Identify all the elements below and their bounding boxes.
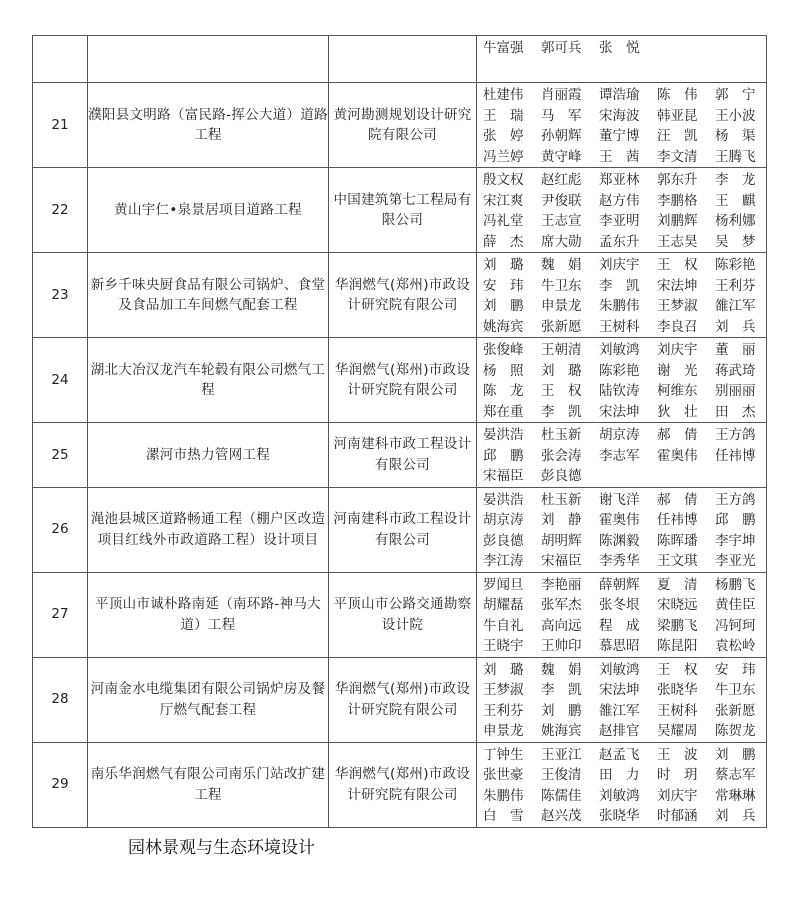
member-name: 黄佳臣 [715, 597, 756, 613]
member-name: 王梦淑 [483, 682, 524, 698]
member-name: 刘 兵 [715, 318, 756, 335]
member-name: 白 雪 [483, 808, 524, 824]
member-name: 胡京涛 [483, 512, 524, 528]
project-name: 新乡千味央厨食品有限公司锅炉、食堂及食品加工车间燃气配套工程 [88, 253, 329, 338]
project-name: 黄山宇仁•泉景居项目道路工程 [88, 168, 329, 253]
member-line [483, 595, 766, 616]
member-name: 宋法坤 [599, 682, 640, 698]
member-name: 吴 梦 [715, 233, 756, 250]
member-name: 刘 鹏 [715, 746, 756, 763]
member-line [483, 551, 766, 572]
member-name: 李鹏格 [657, 192, 698, 209]
member-name: 安 玮 [483, 277, 524, 294]
member-name: 蔡志军 [715, 767, 756, 783]
project-name: 南乐华润燃气有限公司南乐门站改扩建工程 [88, 742, 329, 827]
member-name: 任祎博 [715, 447, 756, 464]
member-list [477, 657, 767, 742]
table-row [33, 338, 767, 423]
member-name: 王树科 [657, 702, 698, 719]
member-name: 刘 静 [541, 512, 582, 528]
member-name: 王晓宇 [483, 638, 524, 654]
member-line [483, 276, 766, 297]
member-name: 程 成 [599, 617, 640, 634]
member-name: 晏洪浩 [483, 491, 524, 508]
member-line [483, 531, 766, 552]
member-name: 时郁涵 [657, 808, 698, 824]
member-name: 刘敏鸿 [599, 661, 640, 678]
member-name: 朱鹏伟 [483, 787, 524, 804]
table-row [33, 572, 767, 657]
member-line [483, 680, 766, 701]
member-name: 郭东升 [657, 172, 698, 188]
member-name: 霍奥伟 [657, 447, 698, 464]
member-name: 陈儒佳 [541, 787, 582, 804]
member-line [483, 466, 766, 487]
member-list [477, 83, 767, 168]
member-name: 牛卫东 [715, 682, 756, 698]
member-name: 陈 龙 [483, 383, 524, 399]
member-name: 王方鸽 [715, 491, 756, 508]
member-name: 王文琪 [657, 553, 698, 569]
row-number: 22 [33, 168, 88, 253]
member-line [483, 317, 766, 338]
member-line [483, 575, 766, 596]
member-name: 李江涛 [483, 553, 524, 569]
member-line [483, 446, 766, 467]
member-name: 胡明辉 [541, 532, 582, 549]
member-name: 刘敏鸿 [599, 342, 640, 358]
member-name: 马 军 [541, 107, 582, 124]
project-name: 河南金水电缆集团有限公司锅炉房及餐厅燃气配套工程 [88, 657, 329, 742]
member-name: 刘 兵 [715, 808, 756, 824]
member-name: 宋法坤 [599, 403, 640, 420]
member-name: 王 瑞 [483, 107, 524, 124]
member-line [483, 786, 766, 807]
member-name: 肖丽霞 [541, 87, 582, 103]
member-name: 宋法坤 [657, 277, 698, 294]
member-name: 刘庆宇 [657, 787, 698, 804]
member-name: 彭良德 [541, 468, 582, 484]
member-name: 李亚光 [715, 553, 756, 569]
design-organization: 河南建科市政工程设计有限公司 [329, 423, 477, 488]
member-name: 冯钶珂 [715, 617, 756, 634]
member-name: 王 麒 [715, 192, 756, 209]
member-name: 赵排官 [599, 723, 640, 739]
member-name: 张会涛 [541, 447, 582, 464]
member-name: 宋福臣 [541, 553, 582, 569]
section-title: 园林景观与生态环境设计 [128, 838, 315, 858]
member-name: 夏 清 [657, 576, 698, 593]
member-name: 时 玥 [657, 767, 698, 783]
member-name: 李 凯 [599, 277, 640, 294]
member-name: 宋江爽 [483, 192, 524, 209]
member-name: 刘敏鸿 [599, 787, 640, 804]
member-line [483, 636, 766, 657]
member-line [483, 765, 766, 786]
member-name: 张 婷 [483, 128, 524, 144]
member-name: 赵方伟 [599, 192, 640, 209]
table-row [33, 487, 767, 572]
member-line [483, 490, 766, 511]
member-name: 杜建伟 [483, 87, 524, 103]
member-name: 宋晓远 [657, 597, 698, 613]
member-name: 霍奥伟 [599, 512, 640, 528]
member-line [483, 510, 766, 531]
member-name: 李宇坤 [715, 532, 756, 549]
member-name: 陈昆阳 [657, 638, 698, 654]
member-name: 郝 倩 [657, 427, 698, 443]
member-name: 刘 璐 [483, 257, 524, 273]
member-name: 吴耀周 [657, 723, 698, 739]
member-name: 尹俊联 [541, 192, 582, 209]
table-row [33, 253, 767, 338]
design-organization [329, 36, 477, 83]
member-name: 王方鸽 [715, 427, 756, 443]
row-number: 23 [33, 253, 88, 338]
member-name: 王小波 [715, 107, 756, 124]
member-name: 刘 鹏 [483, 298, 524, 314]
member-name: 陈 伟 [657, 87, 698, 103]
member-name: 王利芬 [483, 702, 524, 719]
design-organization: 平顶山市公路交通勘察设计院 [329, 572, 477, 657]
member-name: 杜玉新 [541, 427, 582, 443]
member-name: 陈晖璠 [657, 532, 698, 549]
member-list [477, 253, 767, 338]
member-name: 牛卫东 [541, 277, 582, 294]
member-name: 郭可兵 [541, 40, 582, 56]
row-number: 29 [33, 742, 88, 827]
member-list [477, 572, 767, 657]
member-name: 李秀华 [599, 553, 640, 569]
member-name: 王朝清 [541, 342, 582, 358]
member-name: 郭 宁 [715, 87, 756, 103]
member-name: 梁鹏飞 [657, 617, 698, 634]
member-name: 魏 娟 [541, 257, 582, 273]
row-number: 21 [33, 83, 88, 168]
member-name: 张晓华 [657, 682, 698, 698]
member-name: 李 凯 [541, 403, 582, 420]
member-name: 谢飞洋 [599, 491, 640, 508]
table-row [33, 83, 767, 168]
member-name: 王梦淑 [657, 298, 698, 314]
member-name: 罗闻旦 [483, 576, 524, 593]
member-name: 田 杰 [715, 403, 756, 420]
member-name: 刘庆宇 [599, 257, 640, 273]
member-name: 王腾飞 [715, 148, 756, 165]
member-line [483, 425, 766, 446]
member-line [483, 147, 766, 168]
member-name: 刘庆宇 [657, 342, 698, 358]
member-name: 王 权 [657, 257, 698, 273]
member-name: 冯礼堂 [483, 213, 524, 229]
member-name: 张俊峰 [483, 342, 524, 358]
member-name: 蒋武琦 [715, 362, 756, 379]
member-name: 王 权 [541, 383, 582, 399]
member-line [483, 38, 766, 59]
member-name: 陈贺龙 [715, 723, 756, 739]
member-line [483, 361, 766, 382]
design-organization: 华润燃气(郑州)市政设计研究院有限公司 [329, 253, 477, 338]
member-name: 李艳丽 [541, 576, 582, 593]
project-name: 平顶山市诚朴路南延（南环路-神马大道）工程 [88, 572, 329, 657]
member-name: 赵孟飞 [599, 746, 640, 763]
member-name: 常琳琳 [715, 787, 756, 804]
member-list [477, 742, 767, 827]
member-line [483, 126, 766, 147]
project-name: 渑池县城区道路畅通工程（棚户区改造项目红线外市政道路工程）设计项目 [88, 487, 329, 572]
member-name: 薛朝辉 [599, 576, 640, 593]
member-name: 刘 璐 [483, 661, 524, 678]
member-name: 晏洪浩 [483, 427, 524, 443]
member-name: 杨利娜 [715, 213, 756, 229]
member-name: 安 玮 [715, 661, 756, 678]
table-row [33, 742, 767, 827]
member-name: 彭良德 [483, 532, 524, 549]
member-name: 王 波 [657, 746, 698, 763]
member-name: 胡京涛 [599, 427, 640, 443]
member-name: 汪 凯 [657, 128, 698, 144]
row-number: 26 [33, 487, 88, 572]
member-name: 李文清 [657, 148, 698, 165]
member-name: 李志军 [599, 447, 640, 464]
member-name: 薛 杰 [483, 233, 524, 250]
member-line [483, 721, 766, 742]
member-name: 孙朝辉 [541, 128, 582, 144]
member-name: 郝 倩 [657, 491, 698, 508]
member-name: 李 龙 [715, 172, 756, 188]
member-name: 冯兰婷 [483, 148, 524, 165]
member-list [477, 168, 767, 253]
member-name: 孟东升 [599, 233, 640, 250]
member-name: 姚海宾 [483, 318, 524, 335]
member-name: 宋福臣 [483, 468, 524, 484]
member-list [477, 423, 767, 488]
member-name: 赵红彪 [541, 172, 582, 188]
member-name: 席大勋 [541, 233, 582, 250]
member-line [483, 211, 766, 232]
member-name: 李 凯 [541, 682, 582, 698]
member-name: 柯维东 [657, 383, 698, 399]
member-name: 杨 渠 [715, 128, 756, 144]
member-name: 刘 鹏 [541, 702, 582, 719]
member-name: 姚海宾 [541, 723, 582, 739]
member-name: 任祎博 [657, 512, 698, 528]
member-line [483, 296, 766, 317]
member-line [483, 660, 766, 681]
table-row [33, 657, 767, 742]
member-name: 张 悦 [599, 40, 640, 56]
member-name: 牛自礼 [483, 617, 524, 634]
member-name: 王亚江 [541, 746, 582, 763]
member-name: 王利芬 [715, 277, 756, 294]
member-name: 陈彩艳 [715, 257, 756, 273]
table-row [33, 423, 767, 488]
row-number [33, 36, 88, 83]
row-number: 28 [33, 657, 88, 742]
member-name: 邱 鹏 [715, 512, 756, 528]
member-name: 慕思昭 [599, 638, 640, 654]
member-name: 田 力 [599, 767, 640, 783]
design-organization: 华润燃气(郑州)市政设计研究院有限公司 [329, 338, 477, 423]
member-name: 黄守峰 [541, 148, 582, 165]
member-name: 杨鹏飞 [715, 576, 756, 593]
member-line [483, 381, 766, 402]
member-name: 魏 娟 [541, 661, 582, 678]
member-name: 袁松岭 [715, 638, 756, 654]
member-name: 朱鹏伟 [599, 298, 640, 314]
table-row [33, 168, 767, 253]
member-line [483, 85, 766, 106]
member-name: 陈渊毅 [599, 532, 640, 549]
member-name: 别丽丽 [715, 383, 756, 399]
member-name: 韩亚昆 [657, 107, 698, 124]
member-name: 陈彩艳 [599, 362, 640, 379]
member-line [483, 340, 766, 361]
project-name [88, 36, 329, 83]
row-number: 24 [33, 338, 88, 423]
member-name: 杨 照 [483, 362, 524, 379]
design-organization: 中国建筑第七工程局有限公司 [329, 168, 477, 253]
member-name: 王树科 [599, 318, 640, 335]
member-list [477, 36, 767, 83]
member-name: 申景龙 [483, 723, 524, 739]
member-name: 牛富强 [483, 40, 524, 56]
member-line [483, 191, 766, 212]
member-name: 赵兴茂 [541, 808, 582, 824]
member-name: 刘鹏辉 [657, 213, 698, 229]
member-name: 雒江军 [715, 298, 756, 314]
project-name: 漯河市热力管网工程 [88, 423, 329, 488]
member-name: 张新愿 [541, 318, 582, 335]
member-name: 殷文权 [483, 172, 524, 188]
member-name: 宋海波 [599, 107, 640, 124]
member-name: 王 茜 [599, 148, 640, 165]
member-line [483, 701, 766, 722]
award-table [32, 35, 767, 828]
member-line [483, 806, 766, 827]
member-name: 王 权 [657, 661, 698, 678]
member-name: 李良召 [657, 318, 698, 335]
member-name: 刘 璐 [541, 362, 582, 379]
member-name: 王志昊 [657, 233, 698, 250]
member-line [483, 402, 766, 423]
member-name: 邱 鹏 [483, 447, 524, 464]
member-name: 谭浩瑜 [599, 87, 640, 103]
member-name: 董宁博 [599, 128, 640, 144]
member-name: 杜玉新 [541, 491, 582, 508]
member-name: 狄 壮 [657, 403, 698, 420]
design-organization: 华润燃气(郑州)市政设计研究院有限公司 [329, 742, 477, 827]
member-name: 张冬垠 [599, 597, 640, 613]
member-name: 高向远 [541, 617, 582, 634]
table-row [33, 36, 767, 83]
member-name: 谢 光 [657, 362, 698, 379]
member-name: 张晓华 [599, 808, 640, 824]
member-line [483, 170, 766, 191]
member-name: 张新愿 [715, 702, 756, 719]
member-name: 王志宣 [541, 213, 582, 229]
design-organization: 河南建科市政工程设计有限公司 [329, 487, 477, 572]
member-list [477, 338, 767, 423]
row-number: 25 [33, 423, 88, 488]
design-organization: 黄河勘测规划设计研究院有限公司 [329, 83, 477, 168]
member-name: 郑亚林 [599, 172, 640, 188]
member-name: 郑在重 [483, 403, 524, 420]
member-name: 丁钟生 [483, 746, 524, 763]
member-name: 张军杰 [541, 597, 582, 613]
member-name: 申景龙 [541, 298, 582, 314]
member-name: 雒江军 [599, 702, 640, 719]
member-line [483, 255, 766, 276]
design-organization: 华润燃气(郑州)市政设计研究院有限公司 [329, 657, 477, 742]
member-name: 陆钦涛 [599, 383, 640, 399]
member-name: 王俊清 [541, 767, 582, 783]
member-line [483, 745, 766, 766]
member-name: 李亚明 [599, 213, 640, 229]
member-line [483, 616, 766, 637]
member-line [483, 232, 766, 253]
project-name: 濮阳县文明路（富民路-挥公大道）道路工程 [88, 83, 329, 168]
member-name: 董 丽 [715, 342, 756, 358]
member-name: 胡耀磊 [483, 597, 524, 613]
member-line [483, 106, 766, 127]
member-list [477, 487, 767, 572]
member-name: 张世豪 [483, 767, 524, 783]
row-number: 27 [33, 572, 88, 657]
project-name: 湖北大冶汉龙汽车轮毂有限公司燃气工程 [88, 338, 329, 423]
member-name: 王帅印 [541, 638, 582, 654]
